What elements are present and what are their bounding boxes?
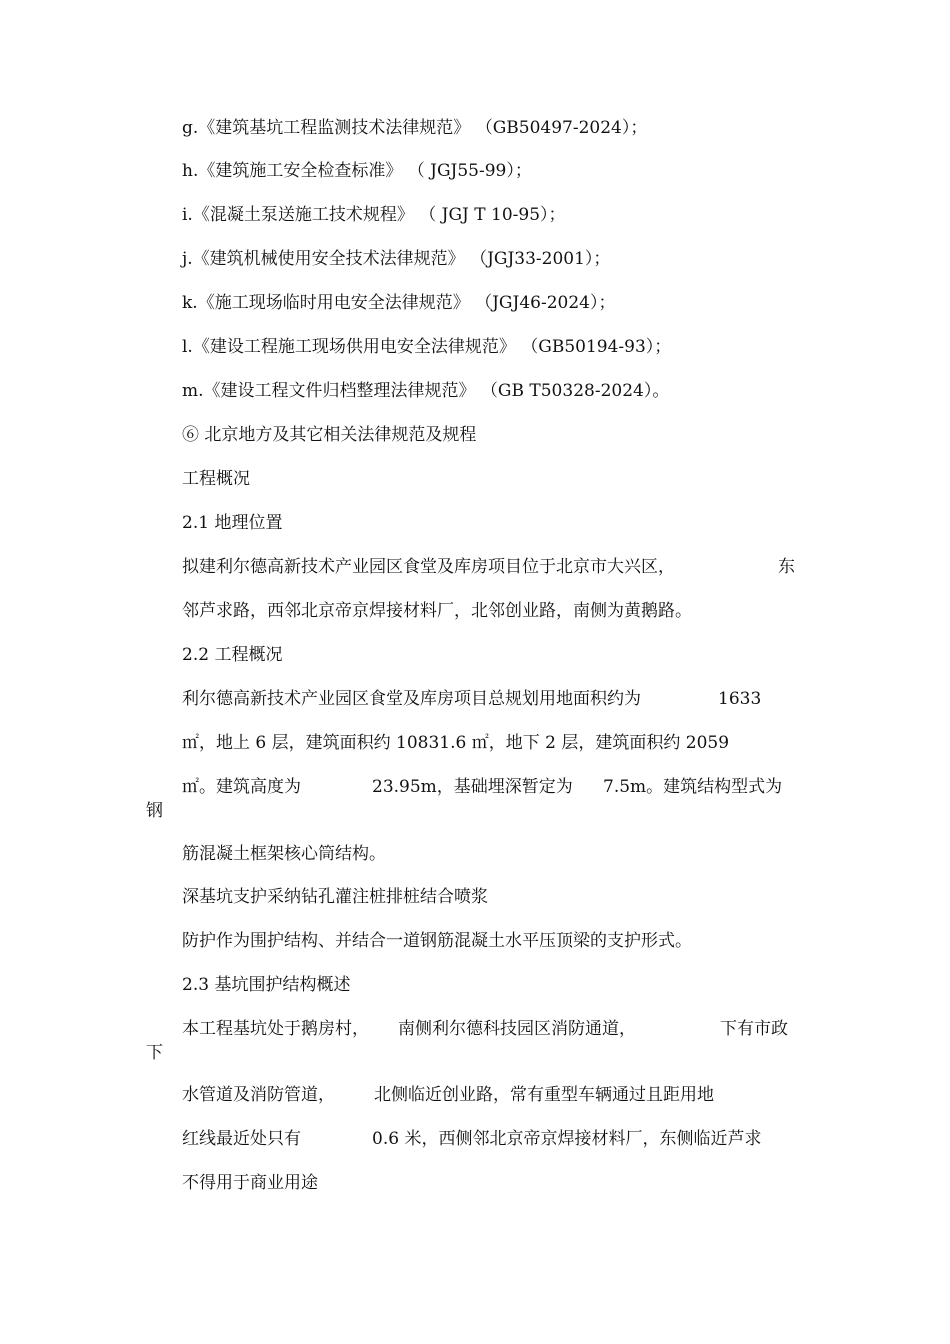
- standard-item-i: i.《混凝土泵送施工技术规程》 （ JGJ T 10-95）；: [182, 205, 566, 225]
- section-2-3-line-3-tail: 0.6 米，西侧邻北京帝京焊接材料厂，东侧临近芦求: [372, 1129, 762, 1149]
- section-2-3-line-1-wrap: 下: [146, 1043, 163, 1063]
- section-2-2-line-3-mid: 23.95m，基础埋深暂定为: [372, 777, 573, 797]
- standard-item-l: l.《建设工程施工现场供用电安全法律规范》 （GB50194-93）；: [182, 337, 672, 357]
- section-2-3-line-3: 红线最近处只有: [182, 1129, 301, 1149]
- section-2-2-line-3: ㎡。建筑高度为: [182, 777, 301, 797]
- standard-item-j: j.《建筑机械使用安全技术法律规范》 （JGJ33-2001）；: [182, 249, 611, 269]
- standard-item-k: k.《施工现场临时用电安全法律规范》 （JGJ46-2024）；: [182, 293, 616, 313]
- section-2-2-line-1-tail: 1633: [718, 689, 762, 709]
- section-2-3-line-1-mid: 南侧利尔德科技园区消防通道，: [398, 1019, 636, 1039]
- section-2-2-heading: 2.2 工程概况: [182, 645, 283, 665]
- section-2-2-line-1: 利尔德高新技术产业园区食堂及库房项目总规划用地面积约为: [182, 689, 641, 709]
- section-2-1-heading: 2.1 地理位置: [182, 513, 283, 533]
- section-2-2-line-6: 防护作为围护结构、并结合一道钢筋混凝土水平压顶梁的支护形式。: [182, 931, 692, 951]
- standard-item-h: h.《建筑施工安全检查标准》 （ JGJ55-99）；: [182, 161, 532, 181]
- section-2-3-line-2-tail: 北侧临近创业路，常有重型车辆通过且距用地: [374, 1085, 714, 1105]
- item-6-local-standards: ⑥ 北京地方及其它相关法律规范及规程: [182, 425, 477, 445]
- section-2-3-line-2: 水管道及消防管道，: [182, 1085, 335, 1105]
- section-2-1-line-1-tail: 东: [778, 557, 795, 577]
- section-2-3-heading: 2.3 基坑围护结构概述: [182, 975, 351, 995]
- section-2-1-line-1: 拟建利尔德高新技术产业园区食堂及库房项目位于北京市大兴区，: [182, 557, 675, 577]
- footer-note: 不得用于商业用途: [182, 1173, 318, 1193]
- section-2-2-line-3-wrap: 钢: [146, 801, 163, 821]
- section-2-2-line-5: 深基坑支护采纳钻孔灌注桩排桩结合喷浆: [182, 887, 488, 907]
- section-2-3-line-1-tail: 下有市政: [720, 1019, 788, 1039]
- section-2-2-line-2: ㎡，地上 6 层，建筑面积约 10831.6 ㎡，地下 2 层，建筑面积约 2059: [182, 733, 730, 753]
- section-2-1-line-2: 邻芦求路，西邻北京帝京焊接材料厂，北邻创业路，南侧为黄鹅路。: [182, 601, 692, 621]
- overview-heading: 工程概况: [182, 469, 250, 489]
- section-2-2-line-4: 筋混凝土框架核心筒结构。: [182, 844, 386, 864]
- section-2-2-line-3-tail: 7.5m。建筑结构型式为: [603, 777, 783, 797]
- standard-item-m: m.《建设工程文件归档整理法律规范》 （GB T50328-2024）。: [182, 381, 670, 401]
- section-2-3-line-1: 本工程基坑处于鹅房村，: [182, 1019, 369, 1039]
- standard-item-g: g.《建筑基坑工程监测技术法律规范》 （GB50497-2024）；: [182, 118, 648, 138]
